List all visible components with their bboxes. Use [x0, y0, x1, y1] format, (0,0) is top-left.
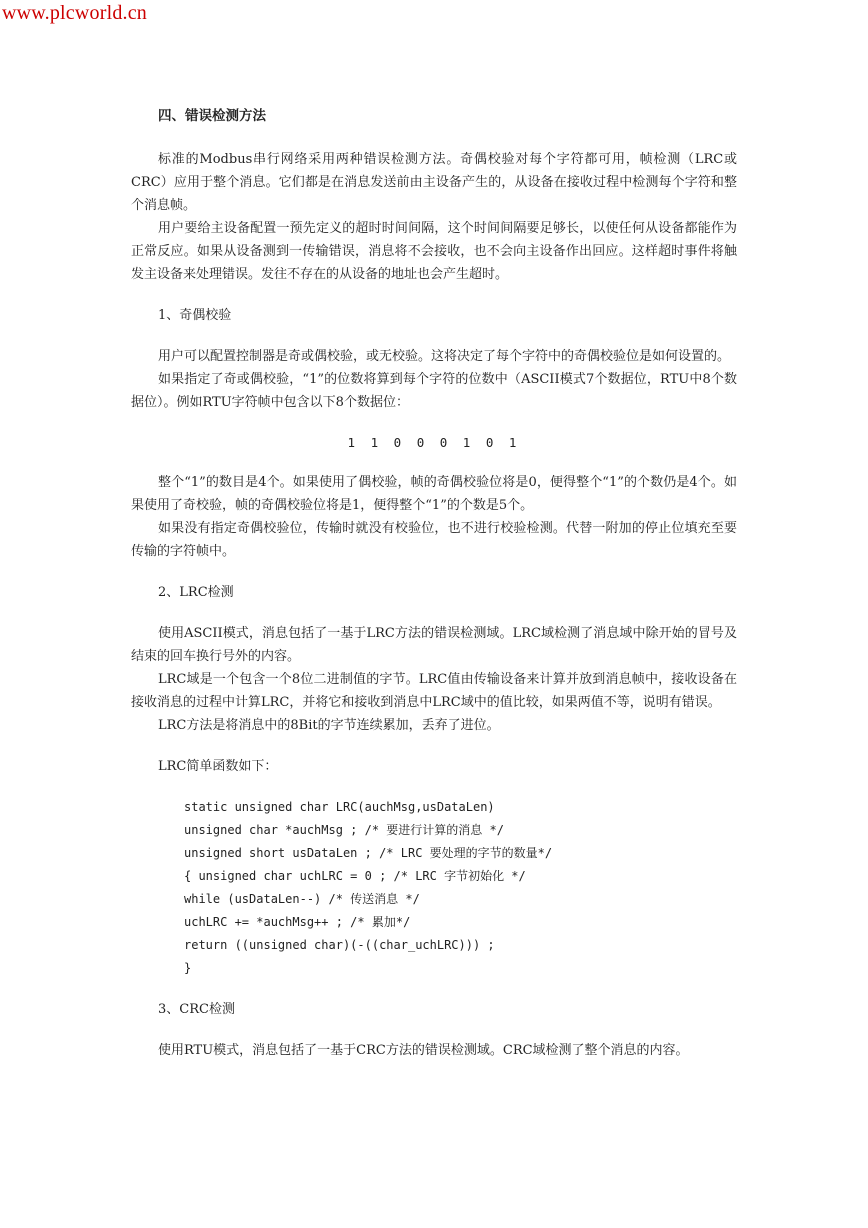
parity-paragraph-4: 如果没有指定奇偶校验位，传输时就没有校验位，也不进行校验检测。代替一附加的停止位填充至要传输的字符帧中。 — [131, 521, 737, 559]
lrc-paragraph-1: 使用ASCII模式，消息包括了一基于LRC方法的错误检测域。LRC域检测了消息域中除开始的冒号及结束的回车换行号外的内容。 — [131, 626, 737, 664]
intro-paragraph-2: 用户要给主设备配置一预先定义的超时时间间隔，这个时间间隔要足够长，以使任何从设备都能作为正常反应。如果从设备测到一传输错误，消息将不会接收，也不会向主设备作出回应。这样超时事件将触发主设备来处理错误。发往不存在的从设备的地址也会产生超时。 — [131, 221, 737, 282]
code-line: unsigned short usDataLen ; /* LRC 要处理的字节的数量*/ — [184, 846, 553, 860]
code-line: unsigned char *auchMsg ; /* 要进行计算的消息 */ — [184, 823, 504, 837]
parity-paragraph-2: 如果指定了奇或偶校验，“1”的位数将算到每个字符的位数中（ASCII模式7个数据位，RTU中8个数据位）。例如RTU字符帧中包含以下8个数据位： — [131, 372, 737, 410]
code-line: { unsigned char uchLRC = 0 ; /* LRC 字节初始化 */ — [184, 869, 526, 883]
section-title: 四、错误检测方法 — [158, 108, 266, 124]
parity-paragraph-3: 整个“1”的数目是4个。如果使用了偶校验，帧的奇偶校验位将是0，便得整个“1”的个数仍是4个。如果使用了奇校验，帧的奇偶校验位将是1，便得整个“1”的个数是5个。 — [131, 475, 737, 513]
document-body — [131, 104, 737, 1062]
crc-paragraph: 使用RTU模式，消息包括了一基于CRC方法的错误检测域。CRC域检测了整个消息的内容。 — [158, 1043, 689, 1058]
code-line: while (usDataLen--) /* 传送消息 */ — [184, 892, 420, 906]
lrc-paragraph-2: LRC域是一个包含一个8位二进制值的字节。LRC值由传输设备来计算并放到消息帧中，接收设备在接收消息的过程中计算LRC，并将它和接收到消息中LRC域中的值比较，如果两值不等，说明有错误。 — [131, 672, 737, 710]
parity-paragraph-1: 用户可以配置控制器是奇或偶校验，或无校验。这将决定了每个字符中的奇偶校验位是如何设置的。 — [158, 349, 731, 364]
intro-paragraph-1: 标准的Modbus串行网络采用两种错误检测方法。奇偶校验对每个字符都可用，帧检测（LRC或CRC）应用于整个消息。它们都是在消息发送前由主设备产生的，从设备在接收过程中检测每个字符和整个消息帧。 — [131, 152, 737, 213]
crc-heading: 3、CRC检测 — [158, 1002, 235, 1017]
parity-bit-example: 1 1 0 0 0 1 0 1 — [347, 435, 521, 450]
lrc-function-intro: LRC简单函数如下： — [158, 759, 278, 774]
lrc-code-block — [184, 796, 737, 980]
lrc-paragraph-3: LRC方法是将消息中的8Bit的字节连续累加，丢弃了进位。 — [158, 718, 500, 733]
code-line: uchLRC += *auchMsg++ ; /* 累加*/ — [184, 915, 411, 929]
code-line: static unsigned char LRC(auchMsg,usDataLen) — [184, 800, 495, 814]
lrc-heading: 2、LRC检测 — [158, 585, 234, 600]
code-line: return ((unsigned char)(-((char_uchLRC))) ; — [184, 938, 495, 952]
code-line: } — [184, 961, 192, 975]
parity-heading: 1、奇偶校验 — [158, 308, 232, 323]
site-watermark: www.plcworld.cn — [2, 2, 148, 24]
